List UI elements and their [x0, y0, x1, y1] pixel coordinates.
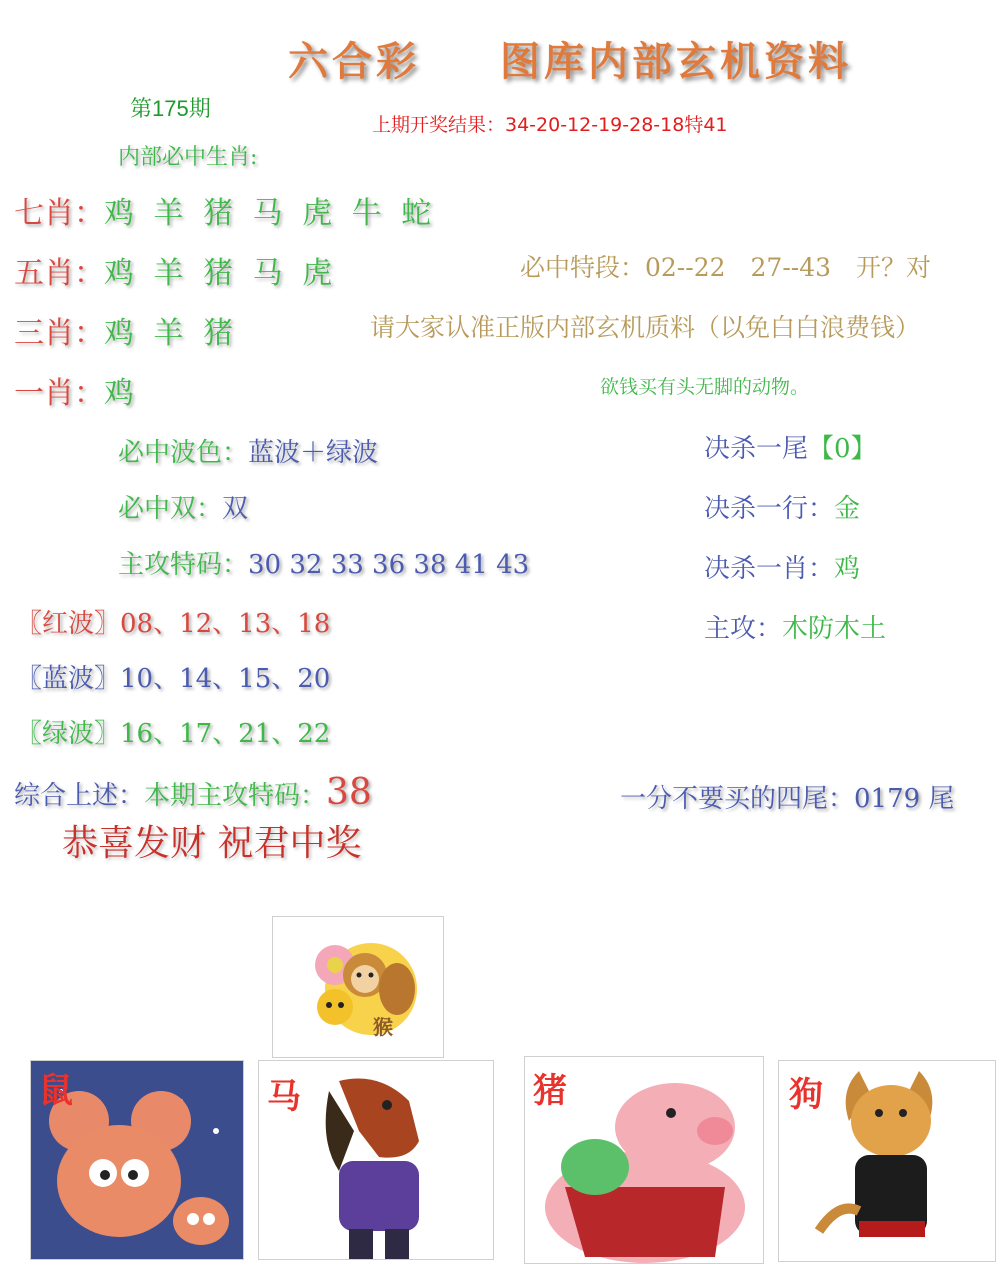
rat-image [30, 1060, 244, 1260]
last-result: 上期开奖结果：34-20-12-19-28-18特41 [372, 114, 728, 136]
double-label: 必中双： [118, 494, 223, 524]
one-row [14, 368, 134, 412]
blue-wave-row [16, 658, 330, 695]
five-label: 五肖： [14, 256, 104, 291]
issue-number: 第175期 [130, 96, 211, 121]
monkey-label: 猴 [373, 1015, 393, 1039]
rat-label: 鼠 [39, 1071, 73, 1111]
attack-value: 木防木土 [782, 614, 887, 644]
three-label: 三肖： [14, 316, 104, 351]
kill-tail-value: 【0】 [808, 434, 877, 464]
riddle: 欲钱买有头无脚的动物。 [600, 376, 810, 398]
four-tail: 一分不要买的四尾：0179 尾 [620, 784, 955, 814]
zodiac-heading: 内部必中生肖: [118, 145, 258, 170]
green-wave-label: 〖绿波〗 [16, 719, 121, 749]
blue-wave-label: 〖蓝波〗 [16, 664, 121, 694]
pig-label: 猪 [533, 1071, 567, 1111]
main-code-row [118, 544, 529, 581]
title-left: 六合彩 [288, 39, 420, 85]
seven-values: 鸡 羊 猪 马 虎 牛 蛇 [104, 196, 434, 231]
kill-zodiac-label: 决杀一肖： [704, 554, 835, 584]
red-wave-values: 08、12、13、18 [120, 609, 331, 639]
kill-element-value: 金 [834, 494, 861, 524]
five-values: 鸡 羊 猪 马 虎 [104, 256, 335, 291]
notice: 请大家认准正版内部玄机质料（以免白白浪费钱） [370, 313, 921, 342]
wave-color-label: 必中波色： [118, 438, 249, 468]
wave-color-value: 蓝波＋绿波 [248, 438, 379, 468]
summary-main-value: 38 [326, 772, 372, 813]
summary-row [14, 772, 372, 813]
kill-element-row [704, 488, 860, 525]
title-right: 图库内部玄机资料 [500, 39, 852, 85]
one-values: 鸡 [104, 376, 134, 411]
red-wave-row [16, 603, 330, 640]
summary-main-label: 本期主攻特码： [144, 781, 327, 811]
main-code-label: 主攻特码： [118, 550, 249, 580]
monkey-image [272, 916, 444, 1058]
five-row [14, 248, 334, 292]
blue-wave-values: 10、14、15、20 [120, 664, 331, 694]
kill-tail-row [704, 428, 877, 465]
seven-row [14, 188, 433, 232]
seven-label: 七肖： [14, 196, 104, 231]
blessing: 恭喜发财 祝君中奖 [62, 823, 362, 864]
kill-zodiac-row [704, 548, 860, 585]
wave-color-row [118, 432, 378, 469]
special-segment: 必中特段：02--22 27--43 开？对 [520, 253, 932, 282]
pig-image [524, 1056, 764, 1264]
summary-label: 综合上述： [14, 781, 145, 811]
kill-tail-label: 决杀一尾 [704, 434, 809, 464]
kill-element-label: 决杀一行： [704, 494, 835, 524]
main-code-value: 30 32 33 36 38 41 43 [248, 550, 530, 580]
horse-image [258, 1060, 494, 1260]
one-label: 一肖： [14, 376, 104, 411]
double-row [118, 488, 248, 525]
attack-label: 主攻： [704, 614, 783, 644]
kill-zodiac-value: 鸡 [834, 554, 861, 584]
attack-row [704, 608, 886, 645]
dog-label: 狗 [789, 1075, 823, 1115]
green-wave-values: 16、17、21、22 [120, 719, 331, 749]
red-wave-label: 〖红波〗 [16, 609, 121, 639]
green-wave-row [16, 713, 330, 750]
horse-label: 马 [267, 1077, 301, 1117]
three-row [14, 308, 235, 352]
three-values: 鸡 羊 猪 [104, 316, 236, 351]
dog-image [778, 1060, 996, 1262]
double-value: 双 [222, 494, 249, 524]
